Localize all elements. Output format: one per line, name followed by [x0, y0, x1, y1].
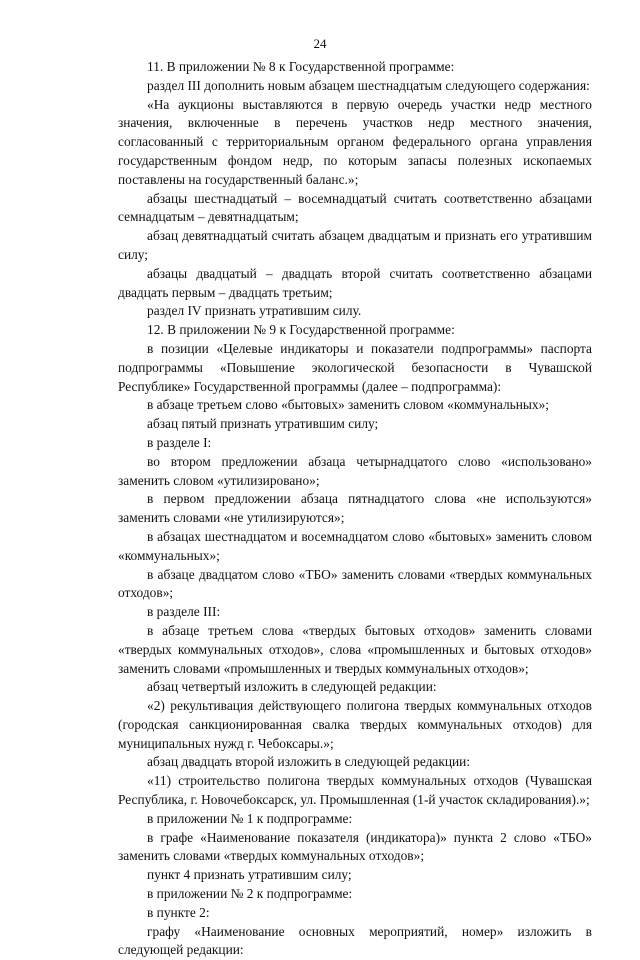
paragraph-13: во втором предложении абзаца четырнадцатого слово «использовано» заменить словом «утилизировано»;	[118, 453, 592, 488]
paragraph-3: «На аукционы выставляются в первую очередь участки недр местного значения, включенные в перечень участков недр местного значения, согласованный с территориальным органом федерального органа управления государственным фондом недр, по которым запасы полезных ископаемых поставлены на государственный баланс.»;	[118, 96, 592, 187]
paragraph-11: абзац пятый признать утратившим силу;	[147, 416, 379, 432]
paragraph-5: абзац девятнадцатый считать абзацем двадцатым и признать его утратившим силу;	[118, 228, 592, 262]
document-body	[118, 58, 592, 960]
paragraph-6: абзацы двадцатый – двадцать второй считать соответственно абзацами двадцать первым – двадцать третьим;	[118, 265, 592, 300]
page-number: 24	[313, 36, 327, 51]
paragraph-24: в графе «Наименование показателя (индикатора)» пункта 2 слово «ТБО» заменить словами «твердых коммунальных отходов»;	[118, 829, 592, 864]
paragraph-7: раздел IV признать утратившим силу.	[147, 303, 362, 319]
paragraph-20: «2) рекультивация действующего полигона твердых коммунальных отходов (городская санкционированная свалка твердых коммунальных отходов) для муниципальных нужд г. Чебоксары.»;	[118, 698, 592, 751]
paragraph-22: «11) строительство полигона твердых коммунальных отходов (Чувашская Республика, г. Новочебоксарск, ул. Промышленная (1-й участок складирования).»;	[118, 773, 592, 808]
paragraph-19: абзац четвертый изложить в следующей редакции:	[147, 679, 437, 695]
paragraph-26: в приложении № 2 к подпрограмме:	[147, 886, 353, 902]
paragraph-4: абзацы шестнадцатый – восемнадцатый считать соответственно абзацами семнадцатым – девятнадцатым;	[118, 190, 592, 225]
paragraph-10: в абзаце третьем слово «бытовых» заменить словом «коммунальных»;	[147, 397, 550, 413]
paragraph-8: 12. В приложении № 9 к Государственной программе:	[147, 322, 455, 338]
paragraph-15: в абзацах шестнадцатом и восемнадцатом слово «бытовых» заменить словом «коммунальных»;	[118, 528, 592, 563]
paragraph-1: 11. В приложении № 8 к Государственной программе:	[147, 59, 455, 74]
paragraph-14: в первом предложении абзаца пятнадцатого слова «не используются» заменить словами «не утилизируются»;	[118, 491, 592, 526]
paragraph-9: в позиции «Целевые индикаторы и показатели подпрограммы» паспорта подпрограммы «Повышение экологической безопасности в Чувашской Республике» Государственной программы (далее – подпрограмма):	[118, 340, 592, 394]
paragraph-23: в приложении № 1 к подпрограмме:	[147, 810, 353, 826]
paragraph-28: графу «Наименование основных мероприятий, номер» изложить в следующей редакции:	[118, 923, 592, 958]
paragraph-12: в разделе I:	[147, 434, 212, 450]
paragraph-27: в пункте 2:	[147, 904, 210, 920]
paragraph-18: в абзаце третьем слова «твердых бытовых отходов» заменить словами «твердых коммунальных отходов», слова «промышленных и бытовых отходов» заменить словами «промышленных и твердых коммунальных отходов»;	[118, 622, 592, 676]
paragraph-17: в разделе III:	[147, 604, 221, 620]
paragraph-25: пункт 4 признать утратившим силу;	[147, 867, 352, 883]
paragraph-21: абзац двадцать второй изложить в следующей редакции:	[147, 754, 471, 770]
paragraph-2: раздел III дополнить новым абзацем шестнадцатым следующего содержания:	[147, 77, 590, 93]
paragraph-16: в абзаце двадцатом слово «ТБО» заменить словами «твердых коммунальных отходов»;	[118, 566, 592, 601]
